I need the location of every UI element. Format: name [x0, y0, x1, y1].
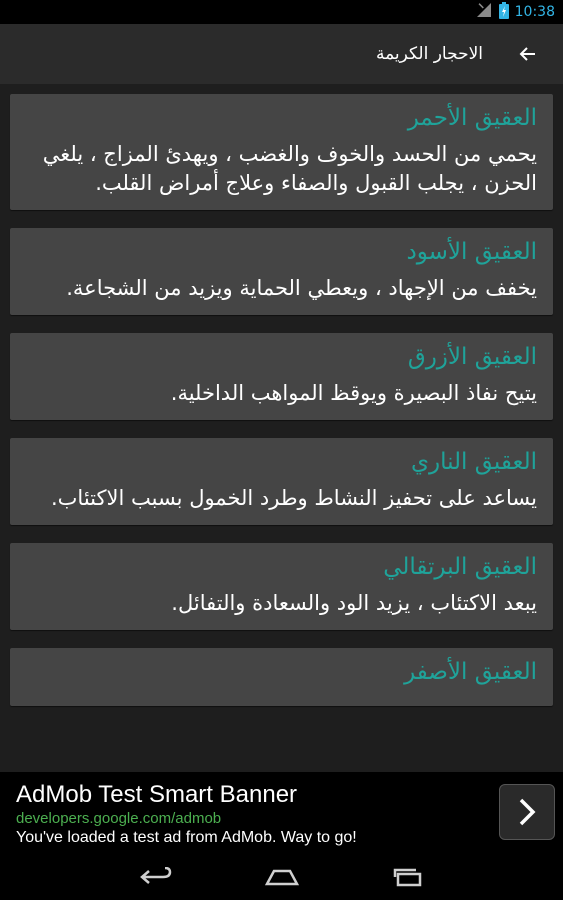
nav-bar: [0, 854, 563, 900]
gem-list[interactable]: [0, 84, 563, 772]
list-item[interactable]: [10, 333, 553, 420]
card-body: يساعد على تحفيز النشاط وطرد الخمول بسبب الاكتئاب.: [50, 486, 537, 510]
nav-recents-button[interactable]: [386, 859, 430, 895]
card-title: العقيق الناري: [410, 449, 537, 475]
card-title: العقيق الأصفر: [404, 659, 537, 685]
ad-url: developers.google.com/admob: [16, 810, 222, 827]
chevron-right-icon: [516, 797, 538, 827]
list-item[interactable]: [10, 543, 553, 630]
nav-back-button[interactable]: [134, 859, 178, 895]
card-body: يبعد الاكتئاب ، يزيد الود والسعادة والتفائل.: [171, 591, 537, 615]
page-title: الاحجار الكريمة: [375, 44, 483, 64]
action-bar: [0, 24, 563, 84]
ad-open-button[interactable]: [499, 784, 555, 840]
list-item[interactable]: [10, 228, 553, 315]
card-title: العقيق الأحمر: [407, 105, 537, 131]
list-item[interactable]: [10, 94, 553, 210]
home-nav-icon: [264, 868, 300, 886]
ad-title: AdMob Test Smart Banner: [16, 781, 298, 808]
back-nav-icon: [139, 867, 173, 887]
list-item[interactable]: [10, 438, 553, 525]
status-bar: [0, 0, 563, 24]
recents-nav-icon: [392, 867, 424, 887]
clock: 10:38: [514, 4, 555, 20]
battery-icon: [499, 2, 509, 23]
card-body: يخفف من الإجهاد ، ويعطي الحماية ويزيد من الشجاعة.: [66, 276, 537, 300]
ad-banner[interactable]: [0, 772, 563, 854]
card-title: العقيق الأزرق: [407, 344, 537, 370]
card-body: يحمي من الحسد والخوف والغضب ، ويهدئ المزاج ، يلغي الحزن ، يجلب القبول والصفاء وعلاج أمراض القلب.: [42, 142, 537, 195]
back-button[interactable]: [509, 36, 545, 72]
nav-home-button[interactable]: [260, 859, 304, 895]
ad-description: You've loaded a test ad from AdMob. Way to go!: [16, 829, 357, 846]
list-item[interactable]: [10, 648, 553, 706]
signal-icon: [475, 2, 493, 22]
arrow-back-icon: [518, 46, 536, 62]
card-body: يتيح نفاذ البصيرة ويوقظ المواهب الداخلية.: [170, 381, 537, 405]
card-title: العقيق الأسود: [406, 239, 537, 265]
card-title: العقيق البرتقالي: [383, 554, 537, 580]
